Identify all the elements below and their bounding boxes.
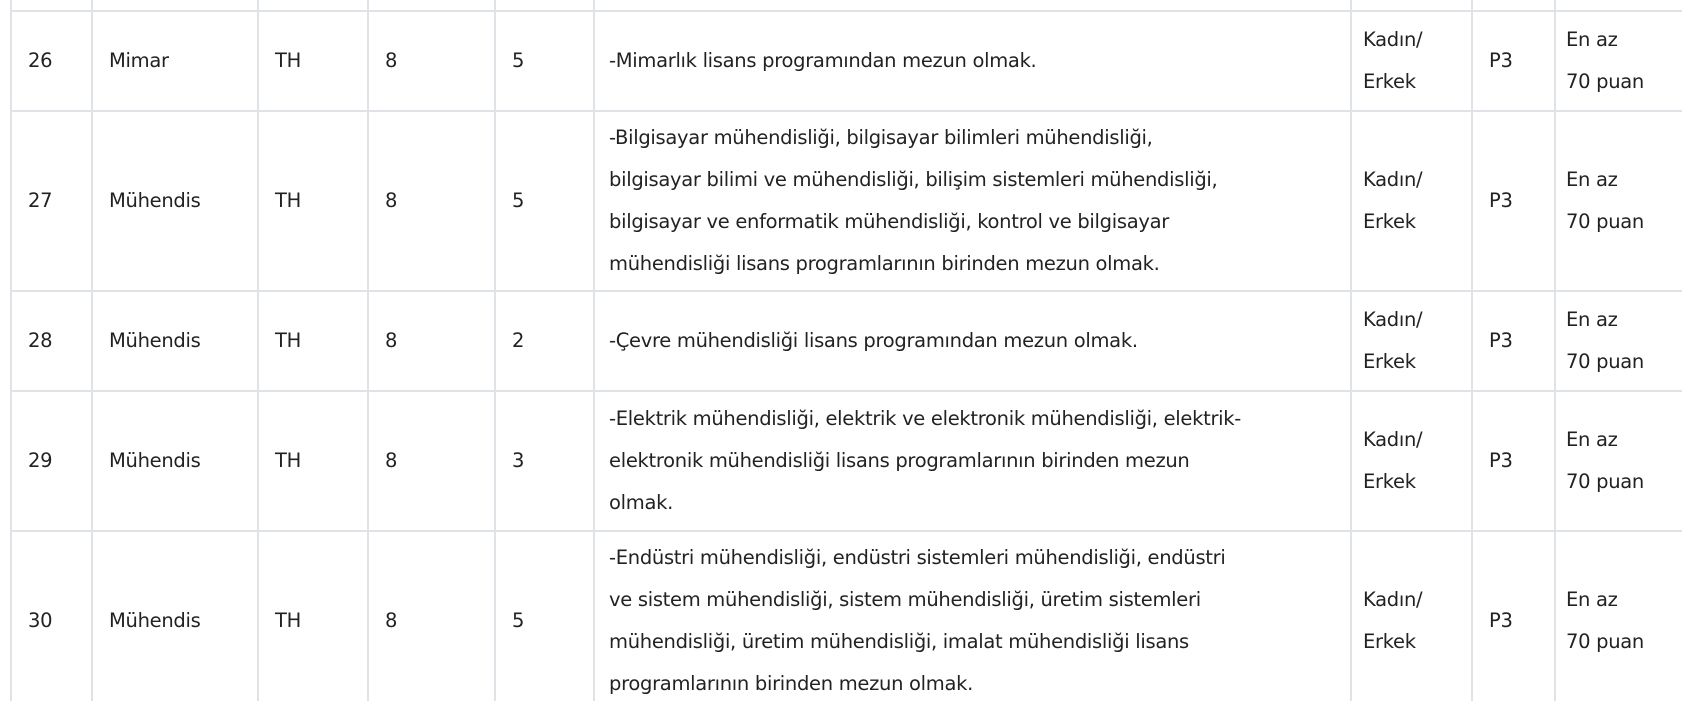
- cell-empty: [594, 0, 1351, 11]
- row-number: 28: [11, 291, 92, 391]
- position-grade: 8: [368, 11, 495, 111]
- gender-line-2: Erkek: [1363, 630, 1416, 653]
- requirement-text: -Elektrik mühendisliği, elektrik ve elektronik mühendisliği, elektrik- elektronik mühendisliği lisans programlarının birinden mezun olmak.: [609, 407, 1242, 514]
- score-line-1: En az: [1566, 588, 1618, 611]
- gender-cell: [1351, 111, 1472, 291]
- position-class: TH: [258, 11, 368, 111]
- requirement-cell: [594, 531, 1351, 701]
- table-row: [11, 11, 1682, 111]
- score-cell: [1555, 531, 1682, 701]
- table-row: [11, 531, 1682, 701]
- gender-line-1: Kadın/: [1363, 308, 1423, 331]
- position-grade: 8: [368, 111, 495, 291]
- cell-empty: [495, 0, 594, 11]
- kpss-type: P3: [1472, 391, 1555, 531]
- score-line-2: 70 puan: [1566, 70, 1644, 93]
- gender-cell: [1351, 291, 1472, 391]
- position-count: 5: [495, 11, 594, 111]
- position-class: TH: [258, 291, 368, 391]
- position-title: Mühendis: [92, 391, 258, 531]
- position-count: 2: [495, 291, 594, 391]
- requirement-text: -Endüstri mühendisliği, endüstri sistemleri mühendisliği, endüstri ve sistem mühendisliği, sistem mühendisliği, üretim sistemleri mühendisliği, üretim mühendisliği, imalat mühendisliği lisans programlarının birinden mezun olmak.: [609, 546, 1226, 695]
- score-cell: [1555, 291, 1682, 391]
- requirement-cell: [594, 391, 1351, 531]
- gender-cell: [1351, 11, 1472, 111]
- position-title: Mimar: [92, 11, 258, 111]
- requirement-text: -Mimarlık lisans programından mezun olmak.: [609, 49, 1037, 72]
- gender-line-1: Kadın/: [1363, 428, 1423, 451]
- position-count: 5: [495, 111, 594, 291]
- position-title: Mühendis: [92, 531, 258, 701]
- position-count: 3: [495, 391, 594, 531]
- requirement-text: -Çevre mühendisliği lisans programından mezun olmak.: [609, 329, 1138, 352]
- score-cell: [1555, 11, 1682, 111]
- kpss-type: P3: [1472, 291, 1555, 391]
- positions-table: [10, 0, 1682, 701]
- score-line-1: En az: [1566, 168, 1618, 191]
- cell-empty: [368, 0, 495, 11]
- requirement-cell: [594, 11, 1351, 111]
- position-title: Mühendis: [92, 111, 258, 291]
- score-line-2: 70 puan: [1566, 210, 1644, 233]
- cell-empty: [1351, 0, 1472, 11]
- gender-line-2: Erkek: [1363, 350, 1416, 373]
- score-line-2: 70 puan: [1566, 350, 1644, 373]
- kpss-type: P3: [1472, 111, 1555, 291]
- score-line-1: En az: [1566, 428, 1618, 451]
- table-row: [11, 391, 1682, 531]
- row-number: 30: [11, 531, 92, 701]
- row-number: 29: [11, 391, 92, 531]
- position-grade: 8: [368, 531, 495, 701]
- kpss-type: P3: [1472, 11, 1555, 111]
- table-row: [11, 291, 1682, 391]
- cell-empty: [11, 0, 92, 11]
- row-number: 27: [11, 111, 92, 291]
- score-cell: [1555, 111, 1682, 291]
- position-grade: 8: [368, 391, 495, 531]
- table-row: [11, 111, 1682, 291]
- gender-line-1: Kadın/: [1363, 588, 1423, 611]
- score-cell: [1555, 391, 1682, 531]
- position-class: TH: [258, 111, 368, 291]
- gender-cell: [1351, 391, 1472, 531]
- position-title: Mühendis: [92, 291, 258, 391]
- kpss-type: P3: [1472, 531, 1555, 701]
- table-row-partial-top: [11, 0, 1682, 11]
- score-line-2: 70 puan: [1566, 630, 1644, 653]
- cell-empty: [1555, 0, 1682, 11]
- gender-line-2: Erkek: [1363, 470, 1416, 493]
- position-count: 5: [495, 531, 594, 701]
- gender-line-2: Erkek: [1363, 70, 1416, 93]
- position-class: TH: [258, 391, 368, 531]
- score-line-1: En az: [1566, 28, 1618, 51]
- cell-empty: [1472, 0, 1555, 11]
- gender-cell: [1351, 531, 1472, 701]
- position-grade: 8: [368, 291, 495, 391]
- gender-line-1: Kadın/: [1363, 28, 1423, 51]
- requirement-cell: [594, 291, 1351, 391]
- row-number: 26: [11, 11, 92, 111]
- score-line-1: En az: [1566, 308, 1618, 331]
- score-line-2: 70 puan: [1566, 470, 1644, 493]
- requirement-cell: [594, 111, 1351, 291]
- cell-empty: [92, 0, 258, 11]
- gender-line-2: Erkek: [1363, 210, 1416, 233]
- position-class: TH: [258, 531, 368, 701]
- requirement-text: -Bilgisayar mühendisliği, bilgisayar bilimleri mühendisliği, bilgisayar bilimi ve mühendisliği, bilişim sistemleri mühendisliği, bilgisayar ve enformatik mühendisliği, kontrol ve bilgisayar mühendisliği lisans programlarının birinden mezun olmak.: [609, 126, 1218, 275]
- gender-line-1: Kadın/: [1363, 168, 1423, 191]
- cell-empty: [258, 0, 368, 11]
